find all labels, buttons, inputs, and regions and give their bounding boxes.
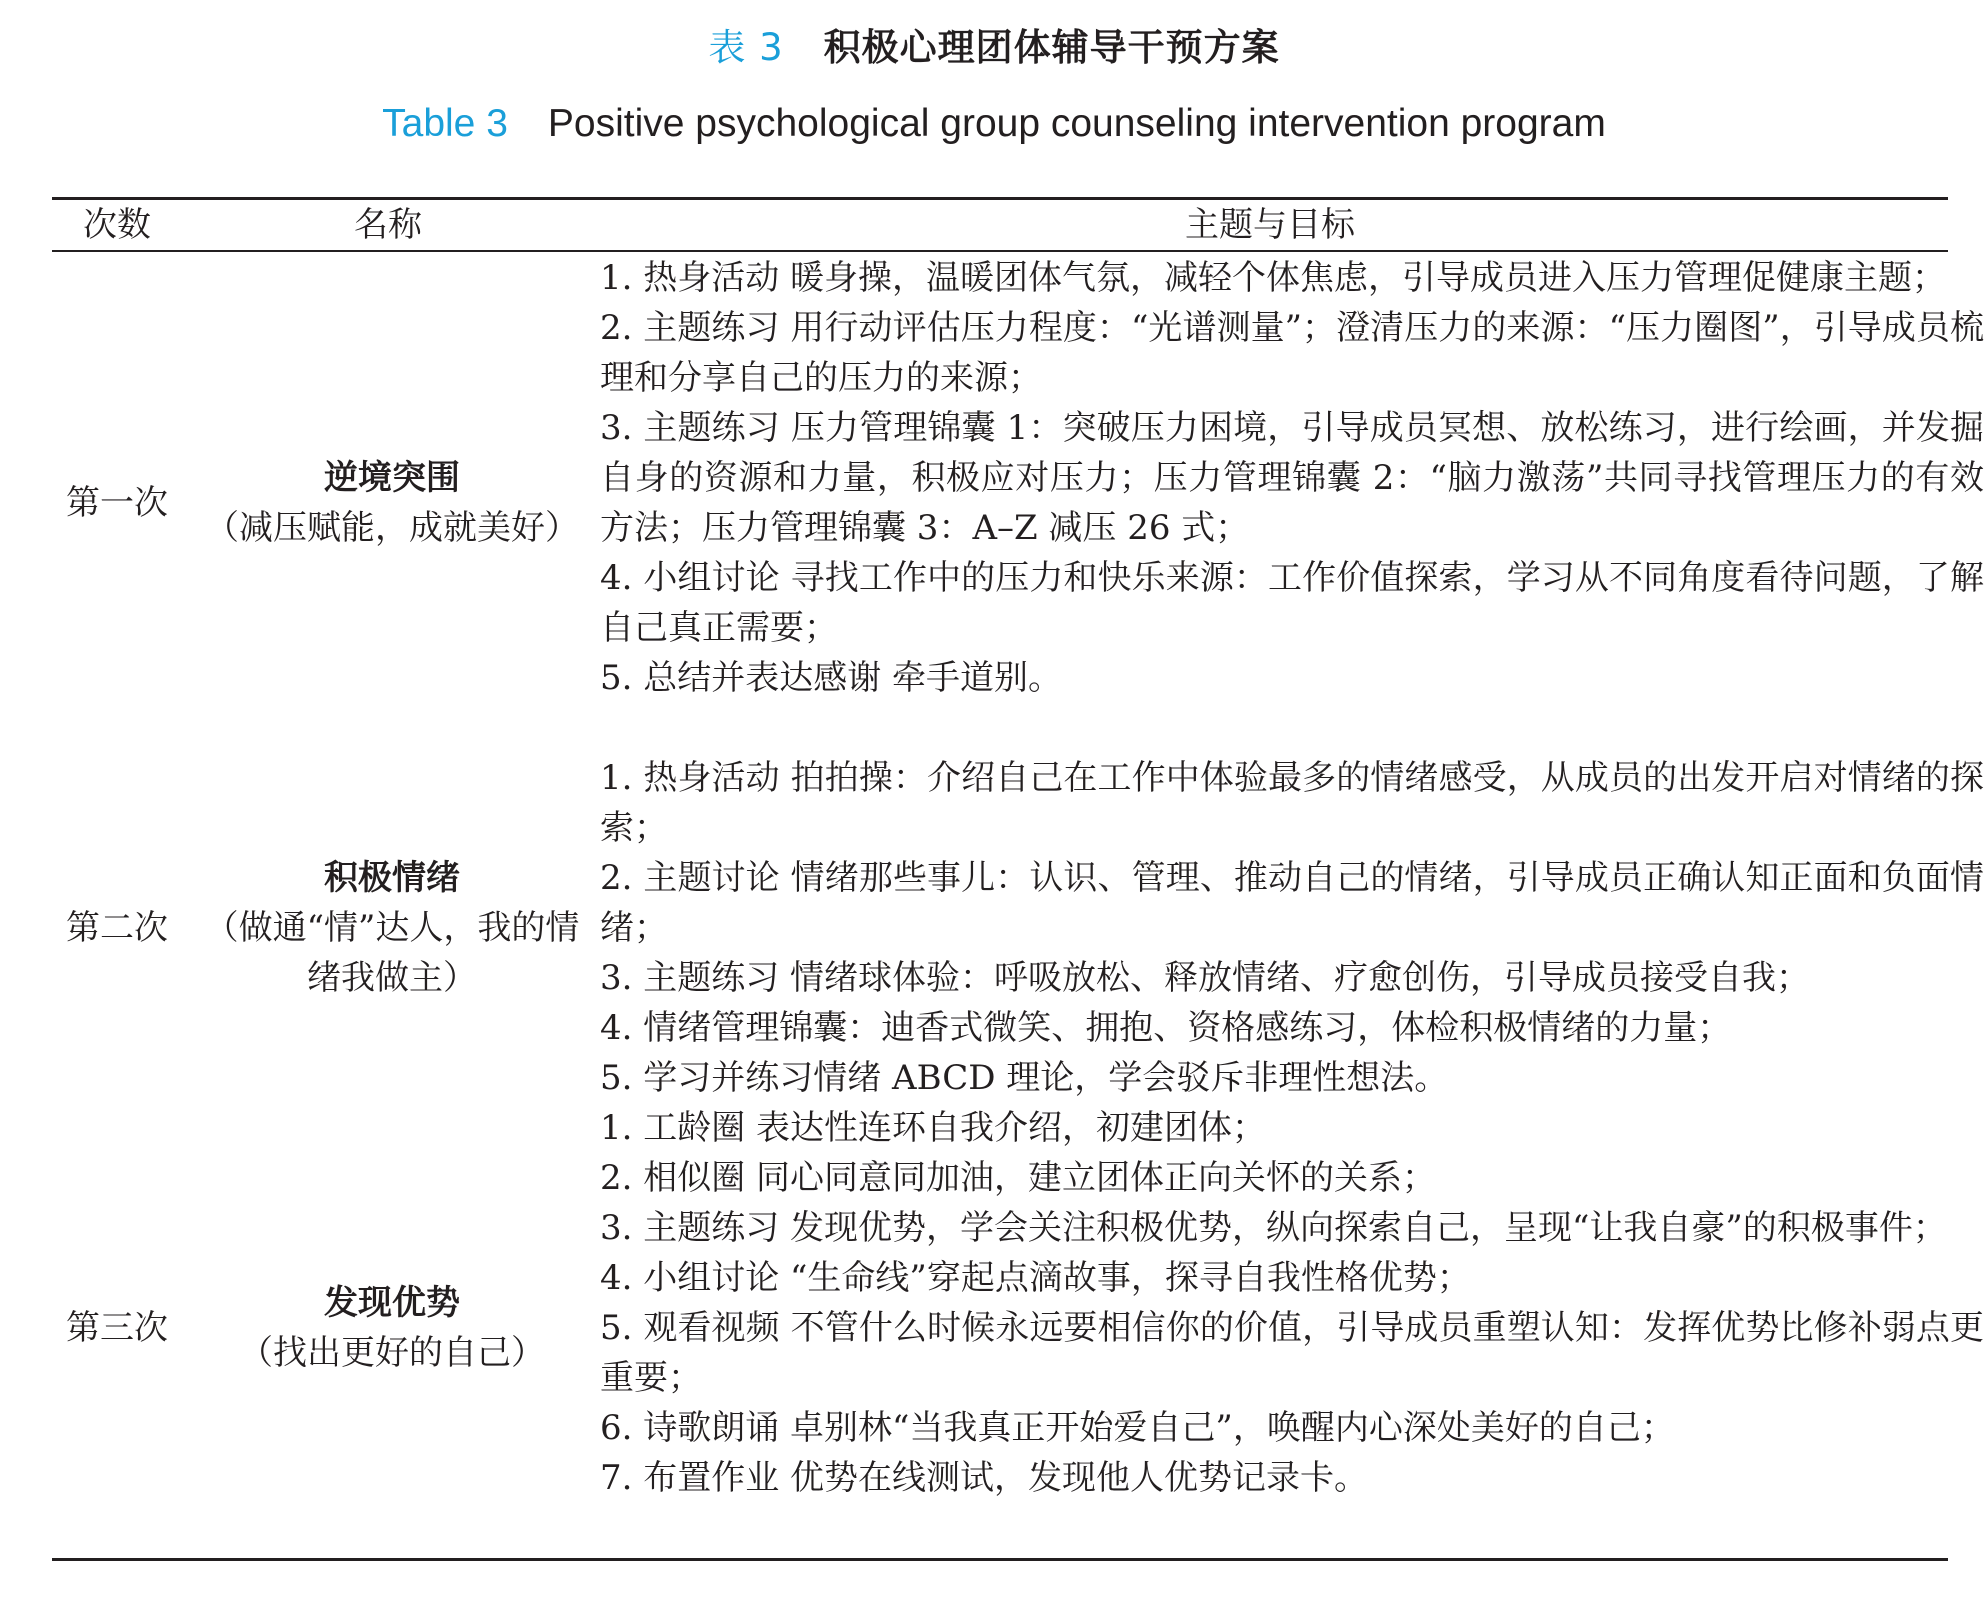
topic-item: 1. 工龄圈 表达性连环自我介绍，初建团体； xyxy=(600,1108,1267,1148)
row-name-title: 积极情绪 xyxy=(324,858,460,898)
header-name: 名称 xyxy=(354,205,422,245)
row-topics xyxy=(600,753,1984,1103)
table-caption-en xyxy=(0,98,1988,150)
row-name-title: 发现优势 xyxy=(324,1283,460,1323)
topic-item: 7. 布置作业 优势在线测试，发现他人优势记录卡。 xyxy=(600,1458,1369,1498)
topic-item: 1. 热身活动 暖身操，温暖团体气氛，减轻个体焦虑，引导成员进入压力管理促健康主题； xyxy=(600,258,1947,298)
table-row xyxy=(52,253,1984,753)
row-num: 第一次 xyxy=(66,483,168,523)
row-num: 第三次 xyxy=(66,1308,168,1348)
row-topics xyxy=(600,253,1984,703)
header-num: 次数 xyxy=(83,205,151,245)
topic-item: 3. 主题练习 发现优势，学会关注积极优势，纵向探索自己，呈现“让我自豪”的积极事件； xyxy=(600,1208,1947,1248)
topic-item: 5. 总结并表达感谢 牵手道别。 xyxy=(600,658,1063,698)
topic-item: 3. 主题练习 压力管理锦囊 1：突破压力困境，引导成员冥想、放松练习，进行绘画，并发掘自身的资源和力量，积极应对压力；压力管理锦囊 2：“脑力激荡”共同寻找管理压力的有效方法；压力管理锦囊 3：A–Z 减压 26 式； xyxy=(600,408,1984,548)
row-name xyxy=(192,453,592,553)
topic-item: 1. 热身活动 拍拍操：介绍自己在工作中体验最多的情绪感受，从成员的出发开启对情绪的探索； xyxy=(600,758,1984,848)
topic-item: 4. 小组讨论 “生命线”穿起点滴故事，探寻自我性格优势； xyxy=(600,1258,1471,1298)
table-title-en: Positive psychological group counseling intervention program xyxy=(547,102,1606,145)
topic-item: 4. 情绪管理锦囊：迪香式微笑、拥抱、资格感练习，体检积极情绪的力量； xyxy=(600,1008,1732,1048)
row-name-subtitle: （减压赋能，成就美好） xyxy=(205,508,579,548)
header-topic: 主题与目标 xyxy=(1185,205,1355,245)
topic-item: 5. 观看视频 不管什么时候永远要相信你的价值，引导成员重塑认知：发挥优势比修补弱点更重要； xyxy=(600,1308,1984,1398)
topic-item: 2. 主题练习 用行动评估压力程度：“光谱测量”；澄清压力的来源：“压力圈图”，引导成员梳理和分享自己的压力的来源； xyxy=(600,308,1984,398)
table-caption-cn xyxy=(0,22,1988,74)
table-row xyxy=(52,1103,1984,1553)
row-name-subtitle: （做通“情”达人，我的情绪我做主） xyxy=(204,908,580,998)
row-name-subtitle: （找出更好的自己） xyxy=(239,1333,545,1373)
topic-item: 3. 主题练习 情绪球体验：呼吸放松、释放情绪、疗愈创伤，引导成员接受自我； xyxy=(600,958,1811,998)
row-num: 第二次 xyxy=(66,908,168,948)
table-bottom-rule xyxy=(52,1558,1948,1561)
table-row xyxy=(52,753,1984,1103)
topic-item: 6. 诗歌朗诵 卓别林“当我真正开始爱自己”，唤醒内心深处美好的自己； xyxy=(600,1408,1675,1448)
topic-item: 4. 小组讨论 寻找工作中的压力和快乐来源：工作价值探索，学习从不同角度看待问题，了解自己真正需要； xyxy=(600,558,1984,648)
topic-item: 2. 主题讨论 情绪那些事儿：认识、管理、推动自己的情绪，引导成员正确认知正面和负面情绪； xyxy=(600,858,1984,948)
topic-item: 5. 学习并练习情绪 ABCD 理论，学会驳斥非理性想法。 xyxy=(600,1058,1449,1098)
table-label-en: Table 3 xyxy=(382,102,508,145)
row-name xyxy=(192,853,592,1003)
row-name-title: 逆境突围 xyxy=(324,458,460,498)
row-name xyxy=(192,1278,592,1378)
topic-item: 2. 相似圈 同心同意同加油，建立团体正向关怀的关系； xyxy=(600,1158,1437,1198)
table-header-rule xyxy=(52,250,1948,252)
table-label-cn: 表 3 xyxy=(708,26,784,69)
table-title-cn: 积极心理团体辅导干预方案 xyxy=(823,26,1280,69)
row-topics xyxy=(600,1103,1984,1503)
